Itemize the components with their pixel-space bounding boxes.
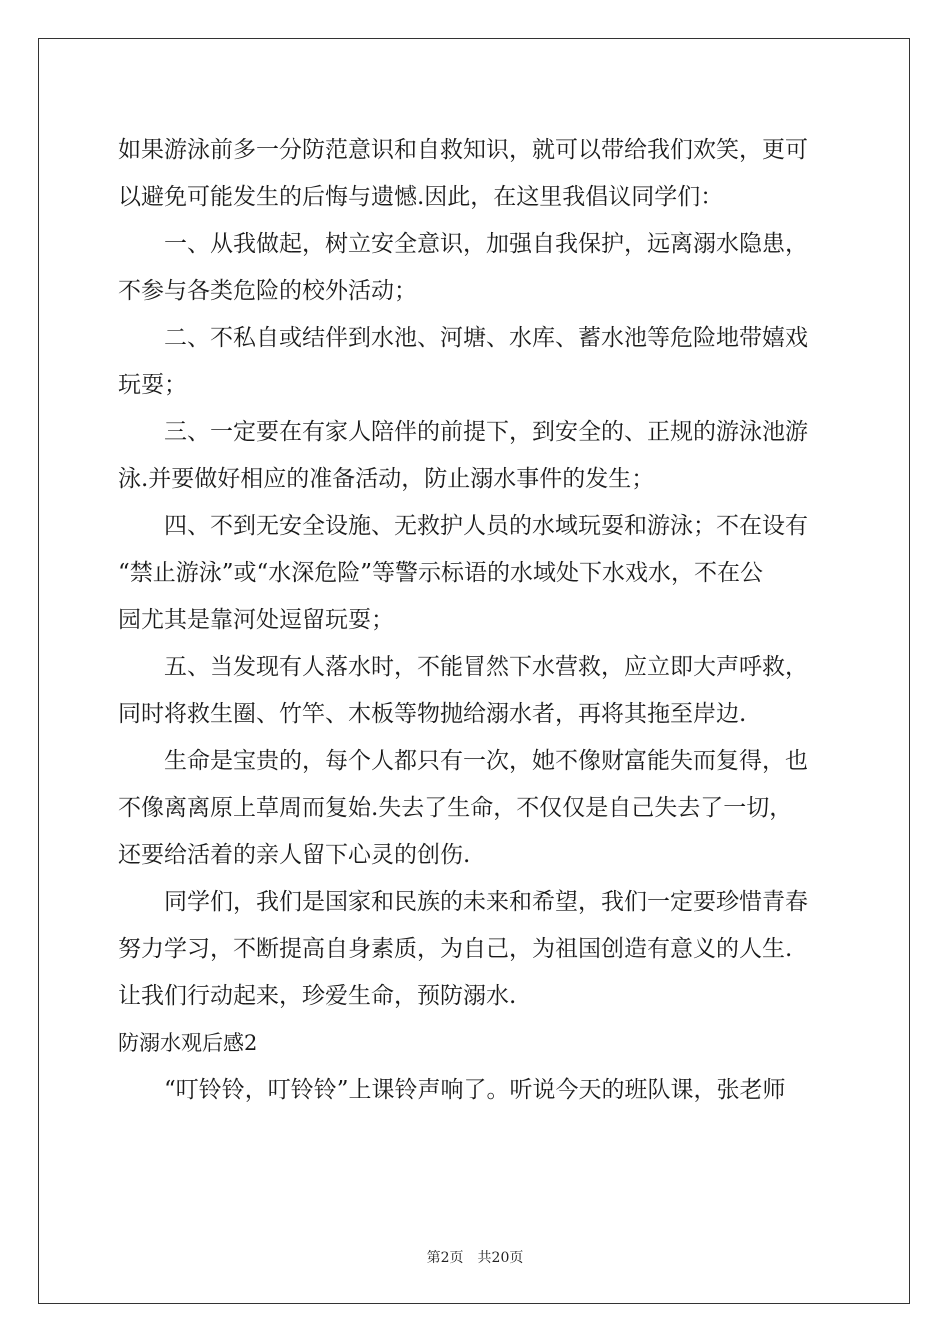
paragraph-line: “叮铃铃，叮铃铃”上课铃声响了。听说今天的班队课，张老师 — [164, 1077, 786, 1103]
paragraph-line: 不参与各类危险的校外活动； — [118, 278, 417, 304]
paragraph-line: “禁止游泳”或“水深危险”等警示标语的水域处下水戏水，不在公 — [118, 560, 764, 586]
paragraph-line: 如果游泳前多一分防范意识和自救知识，就可以带给我们欢笑，更可 — [118, 137, 808, 163]
paragraph-line: 四、不到无安全设施、无救护人员的水域玩耍和游泳；不在设有 — [164, 513, 808, 539]
paragraph-line: 生命是宝贵的，每个人都只有一次，她不像财富能失而复得，也 — [164, 748, 808, 774]
page-number: 第2页 — [426, 1250, 464, 1266]
paragraph-line: 不像离离原上草周而复始.失去了生命，不仅仅是自己失去了一切， — [118, 795, 793, 821]
paragraph-line: 五、当发现有人落水时，不能冒然下水营救，应立即大声呼救， — [164, 654, 808, 680]
paragraph-line: 一、从我做起，树立安全意识，加强自我保护，远离溺水隐患， — [164, 231, 808, 257]
document-body — [118, 127, 834, 1114]
paragraph-line: 泳.并要做好相应的准备活动，防止溺水事件的发生； — [118, 466, 655, 492]
paragraph-lines — [118, 127, 834, 1020]
paragraph-line: 同时将救生圈、竹竿、木板等物抛给溺水者，再将其拖至岸边. — [118, 701, 747, 727]
paragraph-line: 让我们行动起来，珍爱生命，预防溺水. — [118, 983, 517, 1009]
paragraph-line: 园尤其是靠河处逗留玩耍； — [118, 607, 394, 633]
paragraph-line: 三、一定要在有家人陪伴的前提下，到安全的、正规的游泳池游 — [164, 419, 808, 445]
paragraph-line: 玩耍； — [118, 372, 187, 398]
section-title: 防溺水观后感2 — [118, 1031, 258, 1055]
paragraph-line: 同学们，我们是国家和民族的未来和希望，我们一定要珍惜青春 — [164, 889, 808, 915]
paragraph-line: 还要给活着的亲人留下心灵的创伤. — [118, 842, 471, 868]
paragraph-line: 以避免可能发生的后悔与遗憾.因此，在这里我倡议同学们： — [118, 184, 724, 210]
page-footer — [0, 1247, 950, 1267]
page-total: 共20页 — [477, 1250, 524, 1266]
paragraph-line: 努力学习，不断提高自身素质，为自己，为祖国创造有意义的人生. — [118, 936, 793, 962]
paragraph-line: 二、不私自或结伴到水池、河塘、水库、蓄水池等危险地带嬉戏 — [164, 325, 808, 351]
